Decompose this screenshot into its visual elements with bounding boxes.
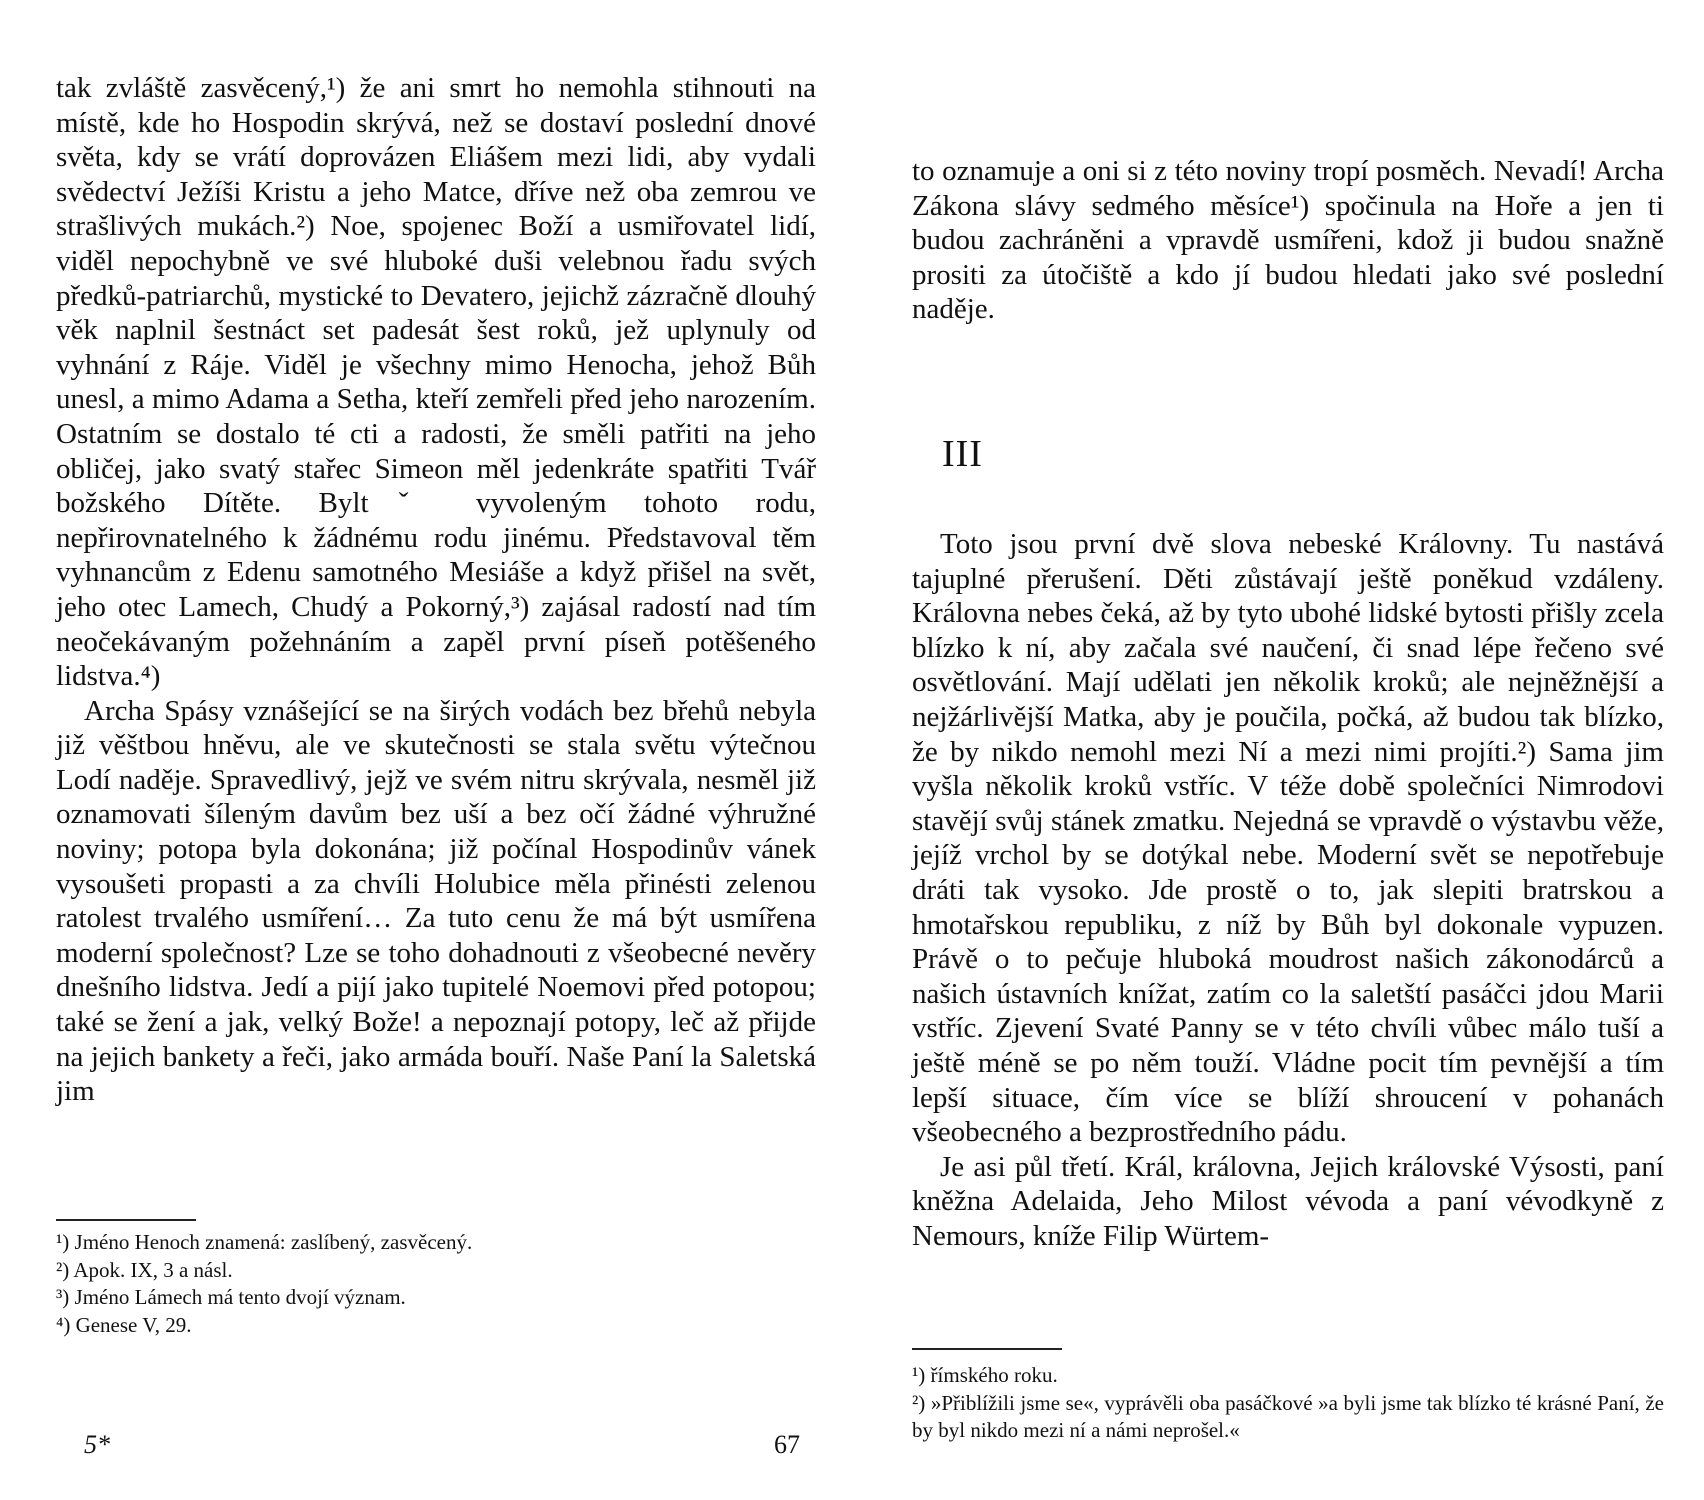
footnote: ²) Apok. IX, 3 a násl.: [56, 1257, 233, 1282]
footnote: ¹) Jméno Henoch znamená: zaslíbený, zasvěcený.: [56, 1230, 473, 1254]
right-paragraph-2: Je asi půl třetí. Král, královna, Jejich královské Výsosti, paní kněžna Adelaida, Jeho Milost vévoda a paní vévodkyně z Nemours, kníže Filip Würtem-: [912, 1150, 1664, 1252]
right-page-top-text: [912, 154, 1664, 327]
left-paragraph-2: Archa Spásy vznášející se na širých vodách bez břehů nebyla již věštbou hněvu, ale ve skutečnosti se stala světu výtečnou Lodí naděje. Spravedlivý, jejž ve svém nitru skrývala, nesměl již oznamovati šíleným davům bez uší a bez očí žádné výhružné noviny; potopa byla dokonána; již počínal Hospodinův vánek vysoušeti propasti a za chvíli Holubice měla přinésti zelenou ratolest trvalého usmíření… Za tuto cenu že má být usmířena moderní společnost? Lze se toho dohadnouti z všeobecné nevěry dnešního lidstva. Jedí a pijí jako tupitelé Noemovi před potopou; také se žení a jak, velký Bože! a nepoznají potopy, leč až přijde na jejich bankety a řeči, jako armáda bouří. Naše Paní la Saletská jim: [56, 694, 816, 1108]
right-paragraph-1: Toto jsou první dvě slova nebeské Královny. Tu nastává tajuplné přerušení. Děti zůstávají ještě poněkud vzdáleny. Královna nebes čeká, až by tyto ubohé lidské bytosti přišly zcela blízko k ní, aby začala své naučení, či snad lépe řečeno své osvětlování. Mají udělati jen několik kroků; ale nejněžnější a nejžárlivější Matka, aby je poučila, počká, až budou tak blízko, že by nikdo nemohl mezi Ní a mezi nimi projíti.²) Sama jim vyšla několik kroků vstříc. V téže době společníci Nimrodovi stavějí svůj stánek zmatku. Nejedná se vpravdě o výstavbu věže, jejíž vrchol by se dotýkal nebe. Moderní svět se nepotřebuje dráti tak vysoko. Jde prostě o to, jak slepiti bratrskou a hmotařskou republiku, z níž by Bůh byl dokonale vypuzen. Právě o to pečuje hluboká moudrost našich zákonodárců a našich ústavních knížat, zatím co la saletští pasáčci jdou Marii vstříc. Zjevení Svaté Panny se v této chvíli vůbec málo tuší a ještě méně se po něm touží. Vládne pocit tím pevnější a tím lepší situace, čím více se blíží shroucení v pohanách všeobecného a bezprostředního pádu.: [912, 528, 1664, 1149]
right-top-paragraph: to oznamuje a oni si z této noviny tropí posměch. Nevadí! Archa Zákona slávy sedmého měsíce¹) spočinula na Hoře a jen ti budou zachráněni a vpravdě usmířeni, kdož ji budou snažně prositi za útočiště a kdo jí budou hledati jako své poslední naděje.: [912, 155, 1664, 326]
left-footnotes: [56, 1229, 756, 1339]
page-number: 67: [774, 1430, 800, 1459]
footnote: ³) Jméno Lámech má tento dvojí význam.: [56, 1285, 406, 1309]
signature-mark: 5*: [84, 1430, 110, 1459]
left-page-body: [56, 71, 816, 1109]
footnote-separator: [56, 1219, 196, 1221]
footnote: ²) »Přiblížili jsme se«, vyprávěli oba pasáčkové »a byli jsme tak blízko té krásné Paní, že by byl nikdo mezi ní a námi neprošel.«: [912, 1390, 1664, 1442]
chapter-heading: III: [942, 433, 983, 475]
left-paragraph-1: tak zvláště zasvěcený,¹) že ani smrt ho nemohla stihnouti na místě, kde ho Hospodin skrývá, než se dostaví poslední dnové světa, kdy se vrátí doprovázen Eliášem mezi lidi, aby vydali svědectví Ježíši Kristu a jeho Matce, dříve než oba zemrou ve strašlivých mukách.²) Noe, spojenec Boží a usmiřovatel lidí, viděl nepochybně ve své hluboké duši velebnou řadu svých předků-patriarchů, mystické to Devatero, jejichž zázračně dlouhý věk naplnil šestnáct set padesát šest roků, jež uplynuly od vyhnání z Ráje. Viděl je všechny mimo Henocha, jehož Bůh unesl, a mimo Adama a Setha, kteří zemřeli před jeho narozením. Ostatním se dostalo té cti a radosti, že směli patřiti na jeho obličej, jako svatý stařec Simeon měl jedenkráte spatřiti Tvář božského Dítěte. Byltˇ vyvoleným tohoto rodu, nepřirovnatelného k žádnému rodu jinému. Představoval těm vyhnancům z Edenu samotného Mesiáše a když přišel na svět, jeho otec Lamech, Chudý a Pokorný,³) zajásal radostí nad tím neočekávaným požehnáním a zapěl první píseň potěšeného lidstva.⁴): [56, 72, 816, 693]
footnote: ¹) římského roku.: [912, 1363, 1058, 1387]
footnote: ⁴) Genese V, 29.: [56, 1312, 192, 1337]
footnote-separator: [912, 1348, 1062, 1350]
right-footnotes: [912, 1362, 1664, 1445]
right-page-body: [912, 527, 1664, 1253]
